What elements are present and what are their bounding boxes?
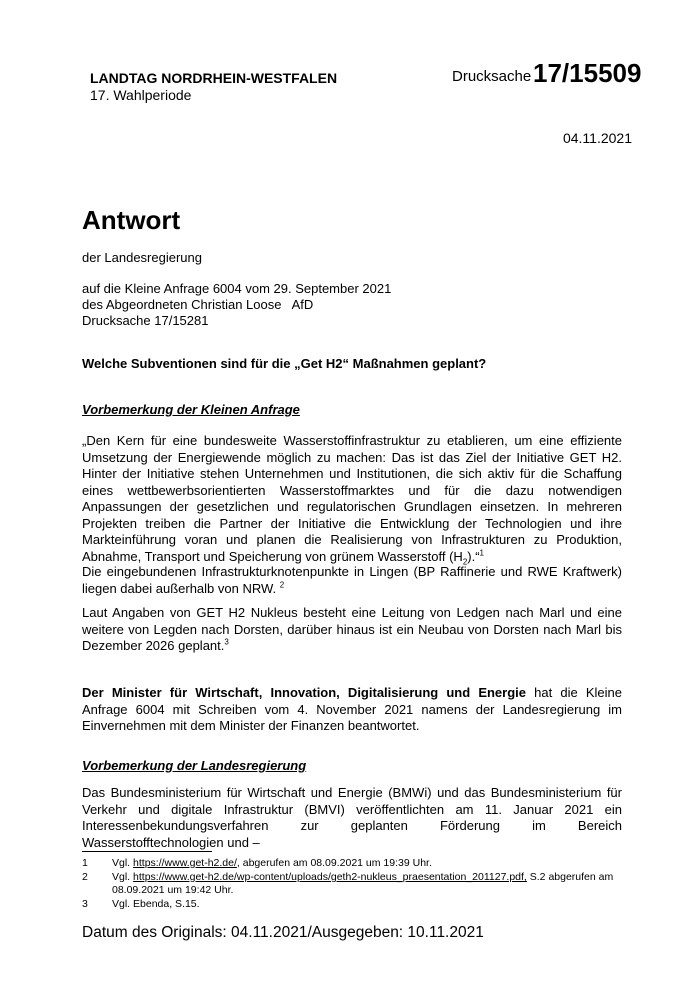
footnote-1: 1 Vgl. https://www.get-h2.de/, abgerufen am 08.09.2021 um 19:39 Uhr. <box>82 857 432 869</box>
drucksache-label: Drucksache <box>452 68 532 85</box>
paragraph-anfrage-1: „Den Kern für eine bundesweite Wasserstoffinfrastruktur zu etablieren, um eine effiziente Umsetzung der Energiewende möglich zu machen: Das ist das Ziel der Initiative GET H2. Hinter der Initiative stehen Unternehmen und Institutionen, die sich aktiv für die Schaffung eines wettbewerbsorientierten Wasserstoffmarktes und für die dazu notwendigen Anpassungen der gesetzlichen und regulatorischen Grundlagen einsetzen. In mehreren Projekten treiben die Partner der Initiative die Entwicklung der Technologien und ihre Markteinführung voran und planen die Realisierung von Infrastrukturen zu Produktion, Abnahme, Transport und Speicherung von grünem Wasserstoff $(H_2).“^1$ <box>82 433 622 567</box>
intro-line-4: Drucksache 17/15281 <box>82 313 209 328</box>
intro-line-1: der Landesregierung <box>82 250 202 265</box>
intro-line-2: auf die Kleine Anfrage 6004 vom 29. September 2021 <box>82 281 392 296</box>
question-heading: Welche Subventionen sind für die „Get H2“ Maßnahmen geplant? <box>82 356 487 371</box>
footer-dates: Datum des Originals: 04.11.2021/Ausgegeben: 10.11.2021 <box>82 924 484 941</box>
paragraph-minister: Der Minister für Wirtschaft, Innovation, Digitalisierung und Energie hat die Kleine Anfrage 6004 mit Schreiben vom 4. November 2021 namens der Landesregierung im Einvernehmen mit dem Minister der Finanzen beantwortet. <box>82 685 622 733</box>
footnote-ref-2: 2 <box>279 580 285 590</box>
paragraph-anfrage-3: Laut Angaben von GET H2 Nukleus besteht eine Leitung von Ledgen nach Marl und eine weitere von Legden nach Dorsten, darüber hinaus ist ein Neubau von Dorsten nach Marl bis Dezember 2026 geplant.$^3$ <box>82 605 622 653</box>
legislative-period: 17. Wahlperiode <box>90 87 192 103</box>
footnote-3: 3 Vgl. Ebenda, S.15. <box>82 898 200 910</box>
footnote-2-link[interactable]: https://www.get-h2.de/wp-content/uploads/geth2-nukleus_praesentation_201127.pdf, <box>133 871 527 883</box>
parliament-name: LANDTAG NORDRHEIN-WESTFALEN <box>90 70 338 86</box>
footnote-2: 2 Vgl. https://www.get-h2.de/wp-content/uploads/geth2-nukleus_praesentation_201127.pdf, S.2 abgerufen am 08.09.2021 um 19:42 Uhr. <box>82 871 614 896</box>
footnote-1-link[interactable]: https://www.get-h2.de/ <box>133 857 237 869</box>
section-heading-anfrage: Vorbemerkung der Kleinen Anfrage <box>82 402 300 417</box>
subscript-2: 2 <box>462 557 468 567</box>
footnote-ref-1: 1 <box>479 548 484 558</box>
paragraph-regierung-1: Das Bundesministerium für Wirtschaft und Energie (BMWi) und das Bundesministerium für Verkehr und digitale Infrastruktur (BMVI) veröffentlichten am 11. Januar 2021 ein Interessenbekundungsverfahren zur geplanten Förderung im Bereich Wasserstofftechnologien und – <box>82 785 622 850</box>
paragraph-anfrage-2: Die eingebundenen Infrastrukturknotenpunkte in Lingen (BP Raffinerie und RWE Kraftwerk) liegen dabei außerhalb von NRW. $^2$ <box>82 564 622 596</box>
section-heading-regierung: Vorbemerkung der Landesregierung <box>82 758 307 773</box>
intro-line-3: des Abgeordneten Christian Loose AfD <box>82 297 314 312</box>
footnote-divider <box>82 851 212 852</box>
document-date: 04.11.2021 <box>562 130 632 146</box>
document-title: Antwort <box>82 205 181 235</box>
footnote-ref-3: 3 <box>224 637 229 647</box>
drucksache-number: 17/15509 <box>533 58 642 88</box>
